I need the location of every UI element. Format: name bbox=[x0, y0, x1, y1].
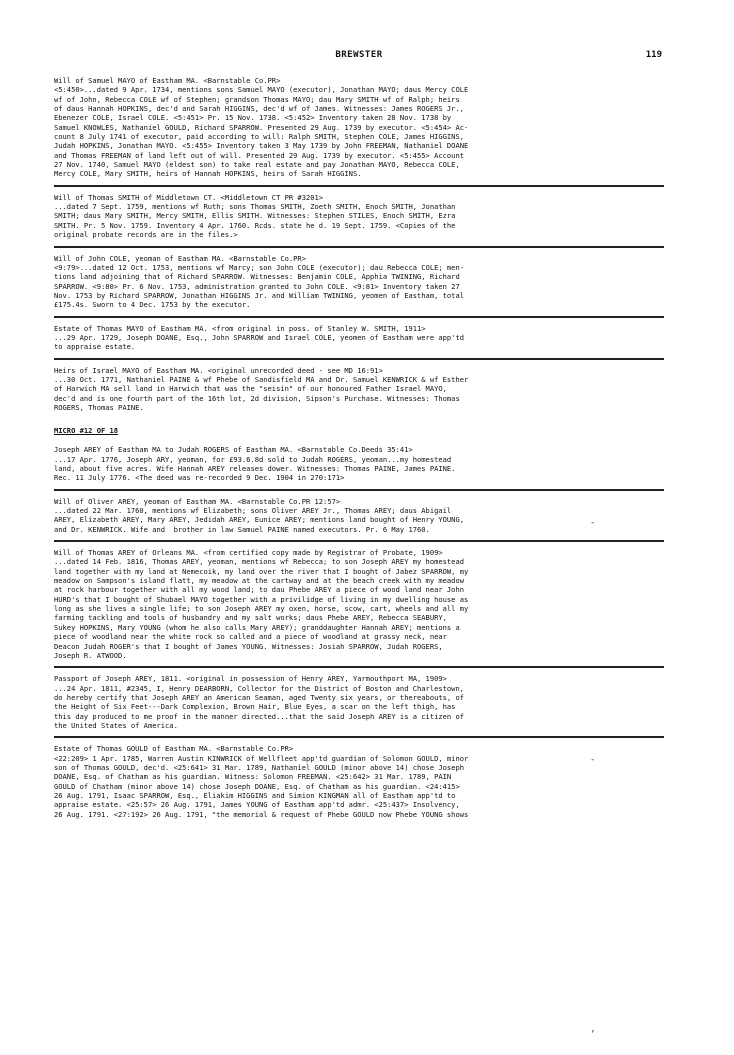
entry-text-line: farming tackling and tools of husbandry and my salt works; daus Phebe AREY, Rebecca SEABURY, bbox=[54, 613, 447, 623]
entry-heading-line: Estate of Thomas MAYO of Eastham MA. <from original in poss. of Stanley W. SMITH, 1911> bbox=[54, 323, 426, 333]
entry-text-line: meadow on Sampson's island flatt, my meadow at the cartway and at the beach creek with my meadow bbox=[54, 576, 464, 586]
entry-text-line: count 8 July 1741 of executor, paid according to will: Ralph SMITH, Stephen COLE, James HIGGINS, bbox=[54, 132, 464, 142]
record-entry bbox=[54, 548, 664, 668]
entry-heading-line: Estate of Thomas GOULD of Eastham MA. <Barnstable Co.PR> bbox=[54, 744, 294, 754]
entry-heading-line: Joseph AREY of Eastham MA to Judah ROGERS of Eastham MA. <Barnstable Co.Deeds 35:41> bbox=[54, 445, 413, 455]
entry-text-line: at rock harbour together with all my wood land; to dau Phebe AREY a piece of wood land near John bbox=[54, 585, 464, 595]
entry-text-line: £175.4s. Sworn to 4 Dec. 1753 by the executor. bbox=[54, 300, 251, 310]
entry-text-line: of daus Hannah HOPKINS, dec'd and Sarah HIGGINS, dec'd wf of James. Witnesses: James ROGERS Jr., bbox=[54, 104, 464, 114]
entry-text-line: Judah HOPKINS, Jonathan MAYO. <5:455> Inventory taken 3 May 1739 by John FREEMAN, Nathaniel DOANE bbox=[54, 141, 469, 151]
entry-text-line: 26 Aug. 1791, Isaac SPARROW, Esq., Eliakim HIGGINS and Simion KINGMAN all of Eastham app'td to bbox=[54, 790, 456, 800]
entry-heading-line: Will of Oliver AREY, yeoman of Eastham MA. <Barnstable Co.PR 12:57> bbox=[54, 496, 341, 506]
entry-text-line: son of Thomas GOULD, dec'd. <25:641> 31 Mar. 1789, Nathaniel GOULD (minor above 14) chose Joseph bbox=[54, 762, 464, 772]
entry-heading-line: Will of Thomas SMITH of Middletown CT. <Middletown CT PR #3201> bbox=[54, 192, 324, 202]
running-head: BREWSTER bbox=[335, 50, 383, 60]
entry-text-line: ...dated 7 Sept. 1759, mentions wf Ruth; sons Thomas SMITH, Zoeth SMITH, Enoch SMITH, Jonathan bbox=[54, 202, 456, 212]
entry-heading-line: Will of John COLE, yeoman of Eastham MA. <Barnstable Co.PR> bbox=[54, 253, 306, 263]
record-entry bbox=[54, 445, 664, 490]
entry-text-line: 26 Aug. 1791. <27:192> 26 Aug. 1791, "the memorial & request of Phebe GOULD now Phebe YOUNG shows bbox=[54, 809, 469, 819]
entry-text-line: Rec. 11 July 1776. <The deed was re-recorded 9 Dec. 1904 in 270:171> bbox=[54, 473, 345, 483]
entry-text-line: ROGERS, Thomas PAINE. bbox=[54, 402, 144, 412]
entry-text-line: to appraise estate. bbox=[54, 342, 136, 352]
entry-text-line: GOULD of Chatham (minor above 14) chose Joseph DOANE, Esq. of Chatham as his guardian. <24:415> bbox=[54, 781, 460, 791]
record-entry bbox=[54, 324, 664, 360]
entry-text-line: wf of John, Rebecca COLE wf of Stephen; grandson Thomas MAYO; dau Mary SMITH wf of Ralph; heirs bbox=[54, 94, 460, 104]
entry-text-line: <5:450>...dated 9 Apr. 1734, mentions sons Samuel MAYO (executor), Jonathan MAYO; daus Mercy COLE bbox=[54, 85, 469, 95]
entry-heading-line: Passport of Joseph AREY, 1811. <original in possession of Henry AREY, Yarmouthport MA, 1909> bbox=[54, 674, 447, 684]
stray-mark: ’ bbox=[590, 1030, 596, 1040]
entry-text-line: dec'd and is one fourth part of the 16th lot, 2d division, Sipson's Purchase. Witnesses: Thomas bbox=[54, 393, 460, 403]
page-header bbox=[54, 50, 664, 76]
entry-text-line: piece of woodland near the white rock so called and a piece of woodland at grassy neck, near bbox=[54, 632, 447, 642]
entry-text-line: SPARROW. <9:80> Pr. 6 Nov. 1753, administration granted to John COLE. <9:81> Inventory taken 27 bbox=[54, 281, 460, 291]
stray-mark: - bbox=[590, 518, 596, 528]
record-entry bbox=[54, 744, 664, 825]
page-number: 119 bbox=[645, 50, 662, 60]
record-entry bbox=[54, 366, 664, 419]
entry-text-line: appraise estate. <25:57> 26 Aug. 1791, James YOUNG of Eastham app'td admr. <25:437> Insolvency, bbox=[54, 800, 460, 810]
entry-text-line: tions land adjoining that of Richard SPARROW. Witnesses: Benjamin COLE, Apphia TWINING, Richard bbox=[54, 272, 460, 282]
entry-text-line: Nov. 1753 by Richard SPARROW, Jonathan HIGGINS Jr. and William TWINING, yeomen of Eastham, total bbox=[54, 290, 464, 300]
entry-text-line: 27 Nov. 1740, Samuel MAYO (eldest son) to take real estate and pay Jonathan MAYO, Rebecca COLE, bbox=[54, 160, 460, 170]
entry-heading-line: Will of Thomas AREY of Orleans MA. <from certified copy made by Registrar of Probate, 1909> bbox=[54, 548, 443, 558]
entry-text-line: long as she lives a single life; to son Joseph AREY my oxen, horse, scow, cart, wheels and all my bbox=[54, 604, 469, 614]
entry-text-line: original probate records are in the files.> bbox=[54, 230, 238, 240]
entry-text-line: Joseph R. ATWOOD. bbox=[54, 650, 127, 660]
entry-text-line: Mercy COLE, Mary SMITH, heirs of Hannah HOPKINS, heirs of Sarah HIGGINS. bbox=[54, 169, 362, 179]
entry-text-line: <9:79>...dated 12 Oct. 1753, mentions wf Marcy; son John COLE (executor); dau Rebecca COLE; men- bbox=[54, 262, 464, 272]
document-page bbox=[54, 50, 664, 1040]
stray-mark: - bbox=[590, 755, 596, 765]
entry-text-line: AREY, Elizabeth AREY, Mary AREY, Jedidah AREY, Eunice AREY; mentions land bought of Henry YOUNG, bbox=[54, 515, 464, 525]
entry-text-line: and Thomas FREEMAN of land left out of will. Presented 29 Aug. 1739 by executor. <5:455> Account bbox=[54, 150, 464, 160]
entry-text-line: and Dr. KENWRICK. Wife and brother in law Samuel PAINE named executors. Pr. 6 May 1760. bbox=[54, 524, 430, 534]
entry-text-line: the United States of America. bbox=[54, 720, 178, 730]
record-entry bbox=[54, 193, 664, 248]
entry-text-line: SMITH. Pr. 5 Nov. 1759. Inventory 4 Apr. 1760. Rcds. state he d. 19 Sept. 1759. <Copies of the bbox=[54, 220, 456, 230]
entry-text-line: Deacon Judah ROGER's that I bought of James YOUNG. Witnesses: Josiah SPARROW, Judah ROGERS, bbox=[54, 641, 443, 651]
entry-text-line: land, about five acres. Wife Hannah AREY releases dower. Witnesses: Thomas PAINE, James PAINE. bbox=[54, 464, 456, 473]
entry-text-line: Sukey HOPKINS, Mary YOUNG (whom he also calls Mary AREY); granddaughter Hannah AREY; mentions a bbox=[54, 622, 460, 632]
record-entry bbox=[54, 254, 664, 318]
entries-before-micro-heading bbox=[54, 76, 664, 418]
entry-text-line: SMITH; daus Mary SMITH, Mercy SMITH, Ellis SMITH. Witnesses: Stephen STILES, Enoch SMITH, Ezra bbox=[54, 211, 456, 221]
entry-text-line: the Height of Six Feet---Dark Complexion, Brown Hair, Blue Eyes, a scar on the left thigh, has bbox=[54, 702, 456, 712]
entries-after-micro-heading bbox=[54, 445, 664, 825]
entry-text-line: DOANE, Esq. of Chatham as his guardian. Witness: Solomon FREEMAN. <25:642> 31 Mar. 1789, PAIN bbox=[54, 772, 452, 782]
entry-text-line: this day produced to me proof in the manner directed...that the said Joseph AREY is a citizen of bbox=[54, 711, 464, 721]
record-entry bbox=[54, 497, 664, 542]
entry-text-line: Ebenezer COLE, Israel COLE. <5:451> Pr. 15 Nov. 1738. <5:452> Inventory taken 28 Nov. 1738 by bbox=[54, 113, 452, 123]
entry-heading-line: Heirs of Israel MAYO of Eastham MA. <original unrecorded deed - see MD 16:91> bbox=[54, 365, 383, 375]
entry-text-line: HURD's that I bought of Shubael MAYO together with a privilidge of living in my dwelling house as bbox=[54, 594, 469, 604]
entry-heading-line: Will of Samuel MAYO of Eastham MA. <Barnstable Co.PR> bbox=[54, 76, 281, 85]
entry-text-line: ...dated 22 Mar. 1760, mentions wf Elizabeth; sons Oliver AREY Jr., Thomas AREY; daus Abigail bbox=[54, 506, 452, 516]
entry-text-line: ...dated 14 Feb. 1816, Thomas AREY, yeoman, mentions wf Rebecca; to son Joseph AREY my homestead bbox=[54, 557, 464, 567]
entry-text-line: <22:209> 1 Apr. 1785, Warren Austin KINWRICK of Wellfleet app'td guardian of Solomon GOULD, minor bbox=[54, 753, 469, 763]
micro-heading: MICRO #12 OF 18 bbox=[54, 426, 119, 436]
entry-text-line: ...24 Apr. 1811, #2345, I, Henry DEARBORN, Collector for the District of Boston and Charlestown, bbox=[54, 683, 464, 693]
record-entry bbox=[54, 674, 664, 738]
entry-text-line: ...17 Apr. 1776, Joseph ARY, yeoman, for £93.6.8d sold to Judah ROGERS, yeoman...my homestead bbox=[54, 454, 452, 464]
entry-text-line: do hereby certify that Joseph AREY an American Seaman, aged Twenty six years, or thereabouts, of bbox=[54, 692, 464, 702]
record-entry bbox=[54, 76, 664, 187]
entry-text-line: Samuel KNOWLES, Nathaniel GOULD, Richard SPARROW. Presented 29 Aug. 1739 by executor. <5:454> Ac- bbox=[54, 122, 469, 132]
entry-text-line: ...29 Apr. 1729, Joseph DOANE, Esq., John SPARROW and Israel COLE, yeomen of Eastham were app'td bbox=[54, 332, 464, 342]
entry-text-line: land together with my land at Nemecoik, my land over the river that I bought of Jabez SPARROW, my bbox=[54, 566, 469, 576]
entry-text-line: ...30 Oct. 1771, Nathaniel PAINE & wf Phebe of Sandisfield MA and Dr. Samuel KENWRICK & wf Esther bbox=[54, 374, 469, 384]
entry-text-line: of Harwich MA sell land in Harwich that was the "seisin" of our honoured Father Israel MAYO, bbox=[54, 384, 447, 394]
